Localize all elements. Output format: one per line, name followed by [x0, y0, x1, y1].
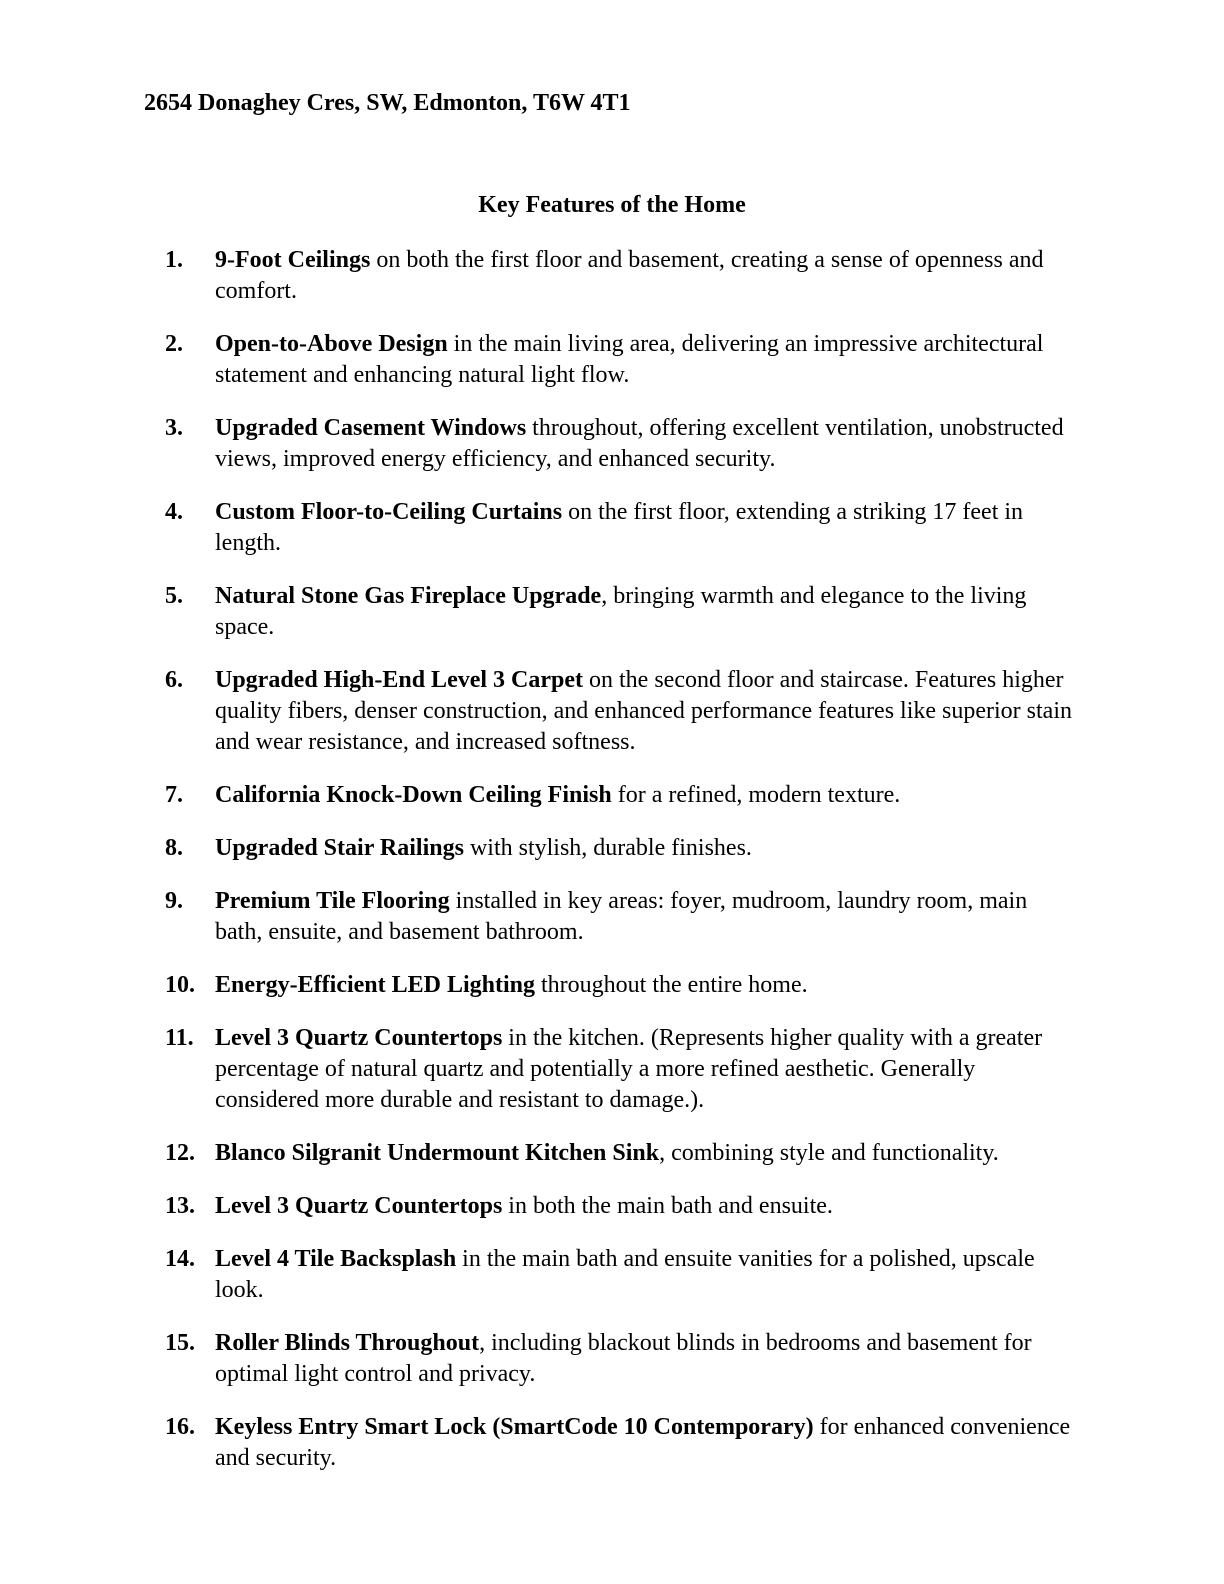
feature-name: Open-to-Above Design	[215, 331, 448, 357]
feature-name: Natural Stone Gas Fireplace Upgrade	[215, 583, 602, 609]
feature-name: Upgraded Casement Windows	[215, 415, 527, 441]
feature-description: in the main living area, delivering an impressive architectural statement and enhancing natural light flow.	[215, 331, 1044, 388]
list-item	[144, 886, 1080, 948]
list-item-number: 15.	[165, 1330, 195, 1356]
list-item-number: 5.	[165, 583, 183, 609]
list-item-text	[215, 245, 1080, 307]
list-item-number: 13.	[165, 1193, 195, 1219]
list-item	[144, 497, 1080, 559]
list-item	[144, 833, 1080, 864]
feature-description: for a refined, modern texture.	[611, 782, 901, 808]
feature-name: Level 4 Tile Backsplash	[215, 1246, 457, 1272]
feature-name: Custom Floor-to-Ceiling Curtains	[215, 499, 563, 525]
list-item	[144, 665, 1080, 758]
feature-name: 9-Foot Ceilings	[215, 247, 371, 273]
list-item-number: 2.	[165, 331, 183, 357]
list-item	[144, 1328, 1080, 1390]
feature-description: on the second floor and staircase. Features higher quality fibers, denser construction, and enhanced performance features like superior stain and wear resistance, and increased softness.	[215, 667, 1073, 755]
feature-description: installed in key areas: foyer, mudroom, laundry room, main bath, ensuite, and basement bathroom.	[215, 888, 1028, 945]
feature-name: California Knock-Down Ceiling Finish	[215, 782, 612, 808]
feature-name: Level 3 Quartz Countertops	[215, 1025, 503, 1051]
feature-description: with stylish, durable finishes.	[463, 835, 752, 861]
feature-name: Level 3 Quartz Countertops	[215, 1193, 503, 1219]
feature-description: , bringing warmth and elegance to the living space.	[215, 583, 1027, 640]
feature-name: Keyless Entry Smart Lock (SmartCode 10 Contemporary)	[215, 1414, 814, 1440]
feature-name: Premium Tile Flooring	[215, 888, 450, 914]
list-item-number: 10.	[165, 972, 195, 998]
feature-name: Energy-Efficient LED Lighting	[215, 972, 536, 998]
list-item	[144, 780, 1080, 811]
list-item-number: 9.	[165, 888, 183, 914]
list-item-number: 1.	[165, 247, 183, 273]
list-item-text	[215, 1244, 1080, 1306]
list-item-text	[215, 1138, 1080, 1169]
page-title: Key Features of the Home	[478, 192, 746, 218]
list-item-text	[215, 1412, 1080, 1474]
list-item	[144, 329, 1080, 391]
list-item	[144, 1023, 1080, 1116]
list-item	[144, 1191, 1080, 1222]
list-item-number: 6.	[165, 667, 183, 693]
list-item-number: 3.	[165, 415, 183, 441]
feature-name: Roller Blinds Throughout	[215, 1330, 480, 1356]
list-item-text	[215, 886, 1080, 948]
list-item	[144, 413, 1080, 475]
list-item-text	[215, 581, 1080, 643]
feature-description: , including blackout blinds in bedrooms and basement for optimal light control and privacy.	[215, 1330, 1032, 1387]
list-item	[144, 970, 1080, 1001]
list-item-text	[215, 497, 1080, 559]
list-item	[144, 581, 1080, 643]
list-item-number: 7.	[165, 782, 183, 808]
list-item-number: 16.	[165, 1414, 195, 1440]
list-item	[144, 1138, 1080, 1169]
list-item-text	[215, 1191, 1080, 1222]
feature-description: in the main bath and ensuite vanities for a polished, upscale look.	[215, 1246, 1035, 1303]
feature-description: throughout, offering excellent ventilation, unobstructed views, improved energy efficiency, and enhanced security.	[215, 415, 1064, 472]
list-item-text	[215, 970, 1080, 1001]
feature-description: throughout the entire home.	[535, 972, 808, 998]
list-item-text	[215, 833, 1080, 864]
list-item-number: 14.	[165, 1246, 195, 1272]
list-item	[144, 1244, 1080, 1306]
feature-name: Blanco Silgranit Undermount Kitchen Sink	[215, 1140, 660, 1166]
list-item-text	[215, 413, 1080, 475]
list-item-text	[215, 780, 1080, 811]
address-header: 2654 Donaghey Cres, SW, Edmonton, T6W 4T1	[144, 90, 631, 116]
feature-description: for enhanced convenience and security.	[215, 1414, 1071, 1471]
feature-name: Upgraded High-End Level 3 Carpet	[215, 667, 584, 693]
list-item-text	[215, 1328, 1080, 1390]
feature-description: on the first floor, extending a striking 17 feet in length.	[215, 499, 1024, 556]
list-item	[144, 245, 1080, 307]
feature-description: on both the first floor and basement, creating a sense of openness and comfort.	[215, 247, 1044, 304]
list-item-number: 11.	[165, 1025, 194, 1051]
list-item-number: 4.	[165, 499, 183, 525]
feature-description: in the kitchen. (Represents higher quality with a greater percentage of natural quartz and potentially a more refined aesthetic. Generally considered more durable and resistant to damage.).	[215, 1025, 1043, 1113]
list-item-text	[215, 665, 1080, 758]
feature-description: in both the main bath and ensuite.	[502, 1193, 833, 1219]
list-item-number: 12.	[165, 1140, 195, 1166]
list-item	[144, 1412, 1080, 1474]
feature-description: , combining style and functionality.	[659, 1140, 999, 1166]
list-item-number: 8.	[165, 835, 183, 861]
list-item-text	[215, 1023, 1080, 1116]
feature-name: Upgraded Stair Railings	[215, 835, 464, 861]
list-item-text	[215, 329, 1080, 391]
feature-list	[144, 245, 1080, 1474]
